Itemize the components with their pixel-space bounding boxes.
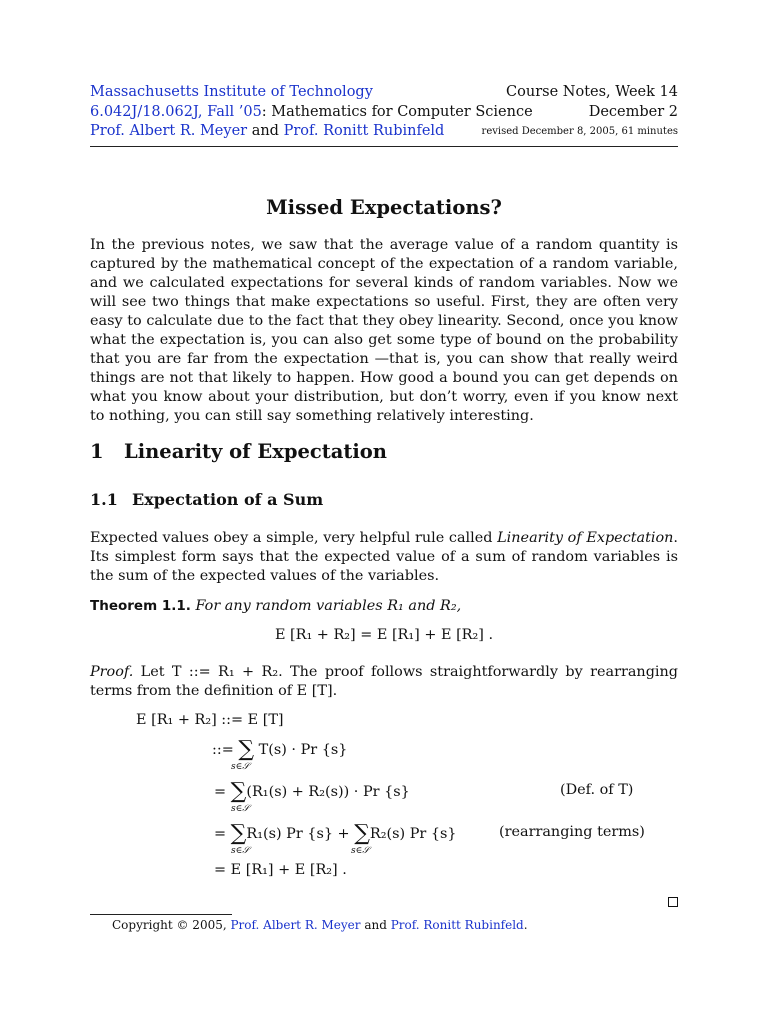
sum-index: s∈𝒮 bbox=[231, 762, 250, 772]
footnote-rule bbox=[90, 914, 232, 915]
footer-prof-rubinfeld-link[interactable]: Prof. Ronitt Rubinfeld bbox=[390, 918, 524, 932]
sum-para-before: Expected values obey a simple, very helpful rule called bbox=[90, 530, 498, 546]
page-title: Missed Expectations? bbox=[266, 196, 502, 219]
def-of-t-note: (Def. of T) bbox=[560, 782, 634, 798]
page-header bbox=[90, 83, 678, 139]
op: = bbox=[214, 826, 227, 842]
header-right bbox=[482, 83, 678, 142]
institution-link[interactable]: Massachusetts Institute of Technology bbox=[90, 84, 373, 100]
theorem-statement bbox=[90, 597, 678, 616]
line-body: T(s) · Pr {s} bbox=[258, 742, 348, 758]
derivation-line-2 bbox=[212, 737, 348, 762]
derivation-line-1: E [R₁ + R₂] ::= E [T] bbox=[136, 712, 284, 728]
revised-note: revised December 8, 2005, 61 minutes bbox=[481, 126, 678, 137]
course-sep: : bbox=[261, 103, 272, 120]
op: ::= bbox=[212, 742, 234, 758]
header-rule bbox=[90, 146, 678, 147]
derivation-line-3 bbox=[214, 779, 410, 804]
course-code-link[interactable]: 6.042J/18.062J, Fall ’05 bbox=[90, 103, 262, 120]
line-body-a: R₁(s) Pr {s} + bbox=[246, 826, 350, 842]
prof-meyer-link[interactable]: Prof. Albert R. Meyer bbox=[90, 123, 248, 139]
sum-index: s∈𝒮 bbox=[231, 846, 250, 856]
sum-symbol: ∑ bbox=[230, 779, 247, 804]
notes-date: December 2 bbox=[588, 103, 678, 120]
line-body: (R₁(s) + R₂(s)) · Pr {s} bbox=[246, 784, 410, 800]
section-title: Linearity of Expectation bbox=[124, 440, 387, 463]
section-1-heading bbox=[90, 440, 387, 463]
proof-label: Proof. bbox=[90, 664, 134, 680]
sum-symbol: ∑ bbox=[238, 737, 255, 762]
footer-prof-meyer-link[interactable]: Prof. Albert R. Meyer bbox=[230, 918, 361, 932]
subsection-title: Expectation of a Sum bbox=[132, 490, 324, 509]
copyright-footer bbox=[112, 918, 528, 932]
document-page bbox=[90, 0, 678, 1024]
prof-rubinfeld-link[interactable]: Prof. Ronitt Rubinfeld bbox=[283, 123, 445, 139]
course-title: Mathematics for Computer Science bbox=[271, 103, 533, 120]
header-left bbox=[90, 83, 533, 142]
qed-box-icon bbox=[668, 897, 678, 907]
theorem-text: For any random variables R₁ and R₂, bbox=[195, 598, 462, 614]
sum-para-after: . Its simplest form says that the expected value of a sum of random variables is the sum of the expected values of the variables. bbox=[90, 530, 678, 584]
notes-week: Course Notes, Week 14 bbox=[506, 84, 678, 100]
sum-para-emph: Linearity of Expectation bbox=[497, 530, 674, 546]
op: = bbox=[214, 784, 227, 800]
derivation-line-5: = E [R₁] + E [R₂] . bbox=[214, 862, 347, 878]
theorem-label: Theorem 1.1. bbox=[90, 598, 191, 614]
sum-index: s∈𝒮 bbox=[231, 804, 250, 814]
copyright-text: Copyright © 2005, bbox=[112, 918, 231, 932]
intro-paragraph: In the previous notes, we saw that the average value of a random quantity is captured by the mathematical concept of the expectation of a random variable, and we calculated expectations for several kinds of random variables. Now we will see two things that make expectations so useful. First, they are often very easy to calculate due to the fact that they obey linearity. Second, once you know what the expectation is, you can also get some type of bound on the probability that you are far from the expectation —that is, you can show that really weird things are not that likely to happen. How good a bound you can get depends on what you know about your distribution, but don’t worry, even if you know next to nothing, you can still say something relatively interesting. bbox=[90, 237, 678, 424]
subsection-1-1-heading bbox=[90, 490, 323, 509]
proof-paragraph bbox=[90, 663, 678, 701]
sum-symbol: ∑ bbox=[354, 821, 370, 846]
derivation-line-4 bbox=[214, 821, 457, 846]
rearranging-note: (rearranging terms) bbox=[499, 824, 645, 840]
footer-and: and bbox=[360, 918, 391, 932]
sum-symbol: ∑ bbox=[230, 821, 247, 846]
subsection-number: 1.1 bbox=[90, 490, 118, 509]
sum-paragraph bbox=[90, 529, 678, 586]
theorem-equation: E [R₁ + R₂] = E [R₁] + E [R₂] . bbox=[274, 627, 494, 643]
and-word: and bbox=[247, 123, 284, 139]
sum-index: s∈𝒮 bbox=[351, 846, 370, 856]
section-number: 1 bbox=[90, 440, 104, 463]
footer-end: . bbox=[523, 918, 528, 932]
line-body-b: R₂(s) Pr {s} bbox=[369, 826, 457, 842]
proof-text: Let T ::= R₁ + R₂. The proof follows straightforwardly by rearranging terms from the definition of E [T]. bbox=[90, 664, 678, 699]
